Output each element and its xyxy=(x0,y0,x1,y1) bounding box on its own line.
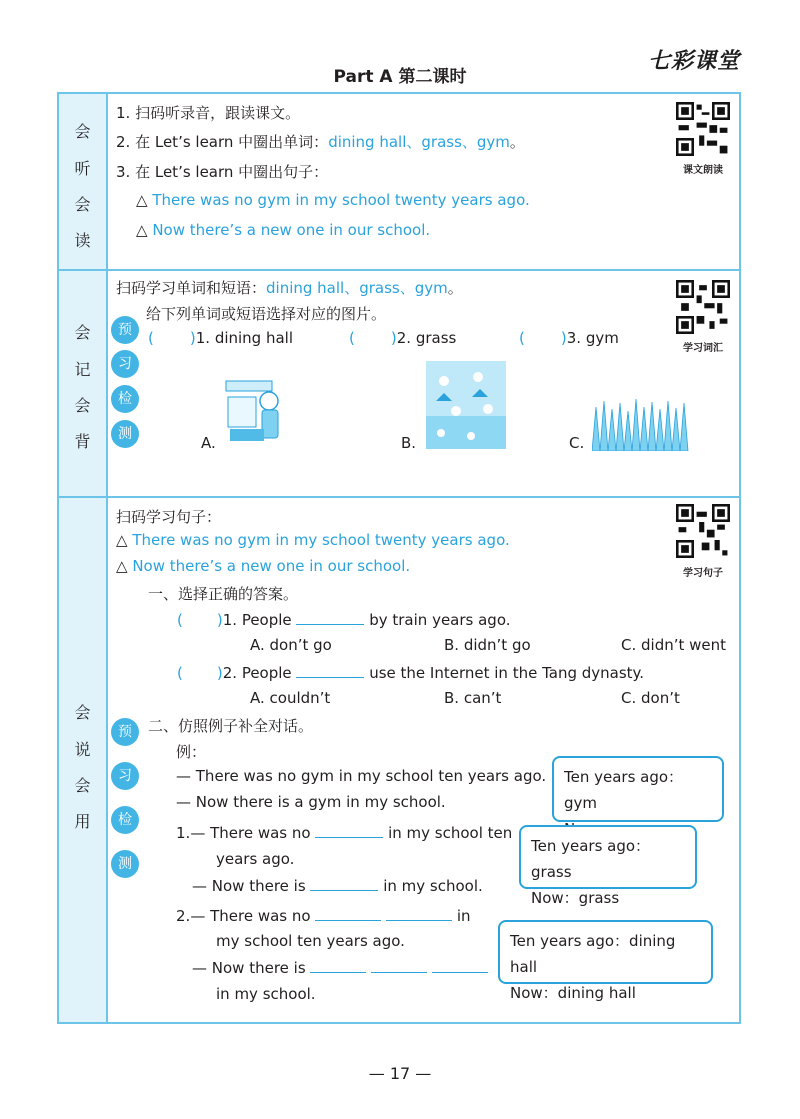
preview-badge: 习 xyxy=(111,762,139,790)
s2-question-2: ( )2. grass xyxy=(349,329,457,347)
side-label-char: 用 xyxy=(74,812,91,831)
preview-badge: 测 xyxy=(111,420,139,448)
side-label-char: 会 xyxy=(74,122,91,141)
side-label-char: 读 xyxy=(74,231,91,250)
qr-code-icon[interactable] xyxy=(676,280,730,334)
example-line-1: — There was no gym in my school ten years ago. xyxy=(176,767,547,785)
preview-badge: 预 xyxy=(111,718,139,746)
picture-label-a: A. xyxy=(201,434,216,452)
worksheet-frame xyxy=(57,92,741,1024)
s2-intro: 扫码学习单词和短语：dining hall、grass、gym。 xyxy=(116,279,463,297)
mc-2-option-a: A. couldn’t xyxy=(250,689,331,707)
s3-sentence-1: △ There was no gym in my school twenty years ago. xyxy=(116,531,510,549)
side-label-char: 说 xyxy=(74,740,91,759)
mc-1-option-a: A. don’t go xyxy=(250,636,332,654)
s3-part1-title: 一、选择正确的答案。 xyxy=(148,585,299,603)
side-label-char: 会 xyxy=(74,703,91,722)
dialog-2-line-4: in my school. xyxy=(216,985,316,1003)
dining-hall-picture xyxy=(224,379,289,451)
s1-item-1: 1. 扫码听录音，跟读课文。 xyxy=(116,104,301,122)
side-label-char: 会 xyxy=(74,396,91,415)
qr-caption: 课文朗读 xyxy=(683,165,723,176)
s2-instruction: 给下列单词或短语选择对应的图片。 xyxy=(146,305,387,323)
side-label-char: 会 xyxy=(74,195,91,214)
preview-badge: 检 xyxy=(111,806,139,834)
preview-badge: 习 xyxy=(111,350,139,378)
preview-badge: 检 xyxy=(111,385,139,413)
picture-label-c: C. xyxy=(569,434,585,452)
qr-caption: 学习句子 xyxy=(683,568,723,579)
hint-box-3: Ten years ago：dining hall Now：dining hall xyxy=(498,920,713,984)
dialog-1-line-2: years ago. xyxy=(216,850,295,868)
preview-badge: 预 xyxy=(111,316,139,344)
hint-box-1: Ten years ago：gym xyxy=(552,756,724,822)
mc-2-option-b: B. can’t xyxy=(444,689,502,707)
mc-1-option-b: B. didn’t go xyxy=(444,636,531,654)
dialog-2-line-1: 2.— There was no in xyxy=(176,907,471,925)
picture-label-b: B. xyxy=(401,434,417,452)
dialog-2-line-3: — Now there is xyxy=(192,958,488,977)
side-label-char: 会 xyxy=(74,323,91,342)
qr-caption: 学习词汇 xyxy=(683,343,723,354)
publisher-logo: 七彩课堂 xyxy=(647,48,740,74)
s1-item-3: 3. 在 Let’s learn 中圈出句子： xyxy=(116,163,329,181)
s1-sentence-2: △ Now there’s a new one in our school. xyxy=(136,221,431,239)
grass-picture xyxy=(592,399,690,451)
page-number: — 17 — xyxy=(368,1064,432,1083)
divider-2 xyxy=(59,496,739,498)
s2-question-1: ( )1. dining hall xyxy=(148,329,294,347)
qr-code-icon[interactable] xyxy=(676,504,730,558)
side-label-char: 记 xyxy=(74,360,91,379)
divider-1 xyxy=(59,269,739,271)
side-label-char: 会 xyxy=(74,776,91,795)
side-label-char: 听 xyxy=(74,159,91,178)
s3-intro: 扫码学习句子： xyxy=(116,508,222,526)
example-label: 例： xyxy=(176,743,207,761)
dialog-1-line-3: — Now there is in my school. xyxy=(192,877,483,895)
example-line-2: — Now there is a gym in my school. xyxy=(176,793,446,811)
qr-code-icon[interactable] xyxy=(676,102,730,156)
s1-sentence-1: △ There was no gym in my school twenty years ago. xyxy=(136,191,530,209)
mc-2-option-c: C. don’t xyxy=(621,689,680,707)
s3-sentence-2: △ Now there’s a new one in our school. xyxy=(116,557,411,575)
s3-part2-title: 二、仿照例子补全对话。 xyxy=(148,717,314,735)
page-title: Part A 第二课时 xyxy=(333,67,467,87)
s2-question-3: ( )3. gym xyxy=(519,329,619,347)
mc-1-option-c: C. didn’t went xyxy=(621,636,727,654)
mc-question-2: ( )2. People use the Internet in the Tang dynasty. xyxy=(177,664,645,682)
dialog-2-line-2: my school ten years ago. xyxy=(216,932,405,950)
mc-question-1: ( )1. People by train years ago. xyxy=(177,611,511,629)
grass-field-picture xyxy=(426,361,506,449)
hint-box-2: Ten years ago：grass Now：grass xyxy=(519,825,697,889)
s1-item-2: 2. 在 Let’s learn 中圈出单词：dining hall、grass、gym。 xyxy=(116,133,525,151)
side-label-char: 背 xyxy=(74,432,91,451)
preview-badge: 测 xyxy=(111,850,139,878)
dialog-1-line-1: 1.— There was no in my school ten xyxy=(176,824,513,842)
